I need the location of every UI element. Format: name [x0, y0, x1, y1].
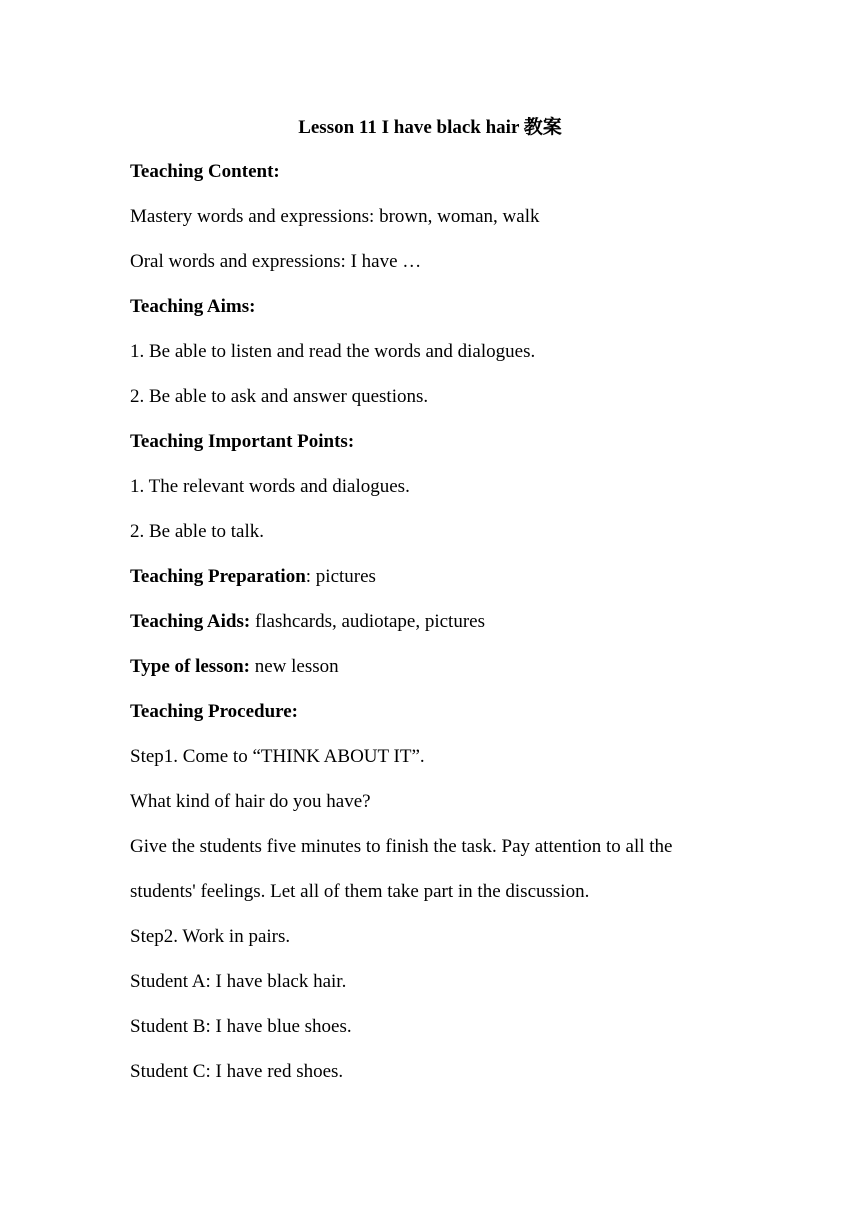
aim-item-1: 1. Be able to listen and read the words and dialogues. — [130, 341, 536, 362]
step2-line: Step2. Work in pairs. — [130, 926, 291, 947]
document-title: Lesson 11 I have black hair 教案 — [298, 117, 562, 138]
important-points-heading: Teaching Important Points: — [130, 431, 355, 452]
teaching-aids-value: flashcards, audiotape, pictures — [250, 611, 485, 632]
teaching-preparation-line — [130, 563, 770, 608]
teaching-preparation-value: : pictures — [305, 566, 376, 587]
lesson-type-label: Type of lesson: — [130, 656, 250, 677]
teaching-aims-heading: Teaching Aims: — [130, 296, 256, 317]
teaching-aids-line — [130, 608, 770, 653]
mastery-words-line: Mastery words and expressions: brown, woman, walk — [130, 206, 540, 227]
important-point-2: 2. Be able to talk. — [130, 521, 265, 542]
dialogue-line-1: Student A: I have black hair. — [130, 971, 347, 992]
instruction-line-2: students' feelings. Let all of them take part in the discussion. — [130, 881, 590, 902]
teaching-procedure-heading: Teaching Procedure: — [130, 701, 299, 722]
step1-line: Step1. Come to “THINK ABOUT IT”. — [130, 746, 425, 767]
teaching-content-heading: Teaching Content: — [130, 161, 280, 182]
aim-item-2: 2. Be able to ask and answer questions. — [130, 386, 429, 407]
lesson-type-line — [130, 653, 770, 698]
teaching-aids-label: Teaching Aids: — [130, 611, 251, 632]
instruction-line-1: Give the students five minutes to finish the task. Pay attention to all the — [130, 836, 673, 857]
lesson-type-value: new lesson — [249, 656, 339, 677]
dialogue-line-2: Student B: I have blue shoes. — [130, 1016, 352, 1037]
oral-words-line: Oral words and expressions: I have … — [130, 251, 422, 272]
document-body — [130, 158, 770, 1103]
question-line: What kind of hair do you have? — [130, 791, 371, 812]
dialogue-line-3: Student C: I have red shoes. — [130, 1061, 344, 1082]
teaching-preparation-label: Teaching Preparation — [130, 566, 306, 587]
important-point-1: 1. The relevant words and dialogues. — [130, 476, 410, 497]
